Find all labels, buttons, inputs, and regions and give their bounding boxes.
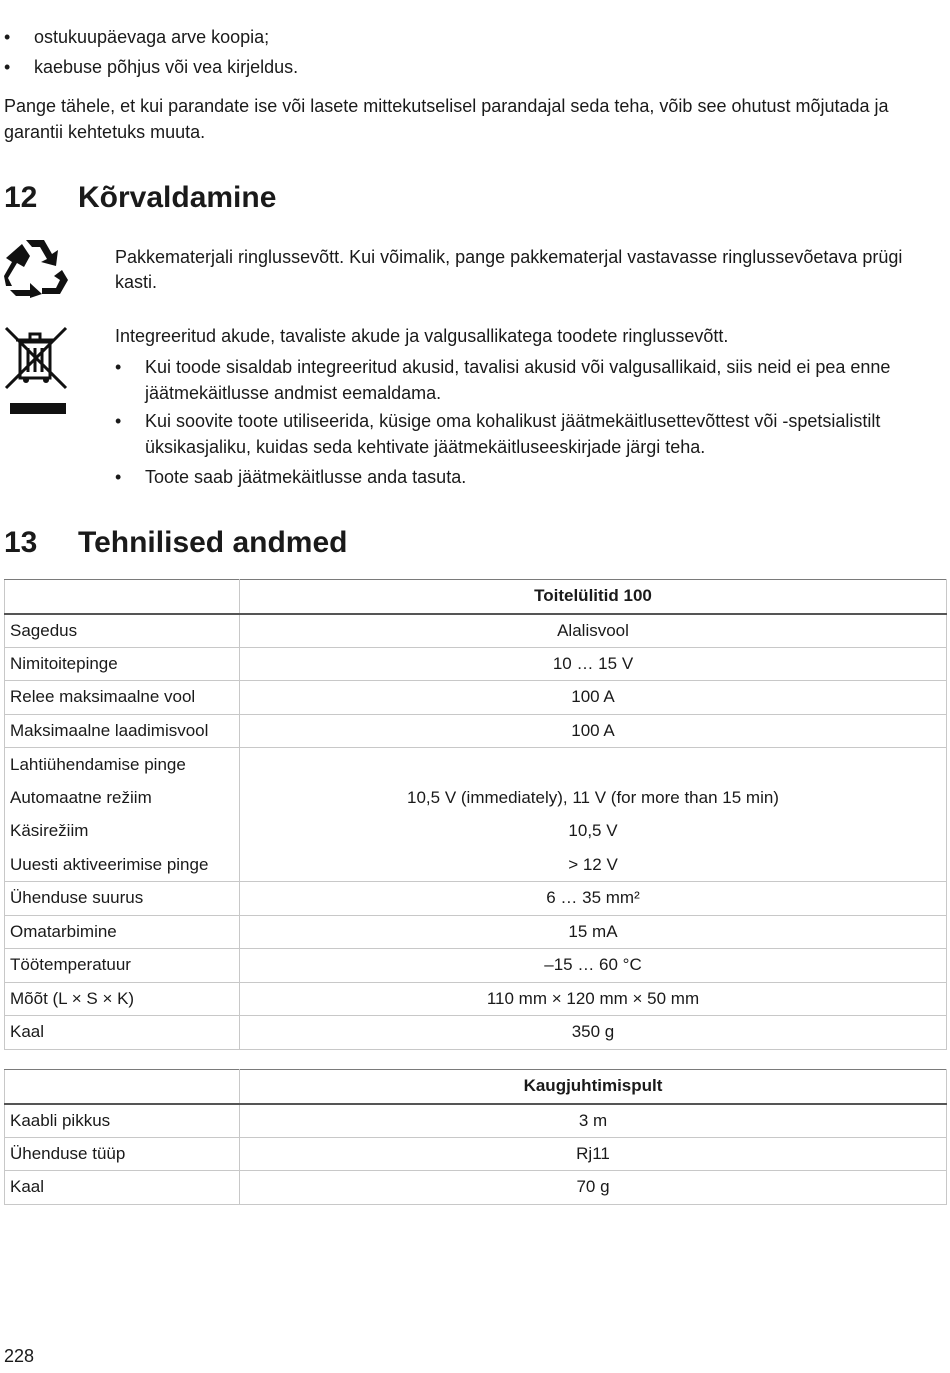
section-title: Kõrvaldamine [78,181,277,214]
crossed-bin-icon [4,326,68,416]
table-row: Omatarbimine 15 mA [5,915,947,949]
table-row: Relee maksimaalne vool 100 A [5,681,947,715]
table-row: Kaal 70 g [5,1171,947,1205]
table-row: Töötemperatuur –15 … 60 °C [5,949,947,983]
weee-bullet-text: Kui toode sisaldab integreeritud akusid, tavalisi akusid või valgusallikaid, siis neid ei pea enne jäätmekäitlusse andmist eemaldama. [145,357,891,403]
intro-bullet-text: ostukuupäevaga arve koopia; [34,27,270,47]
section-number: 12 [4,181,38,214]
table-row: Sagedus Alalisvool [5,614,947,648]
weee-bullet-text: Kui soovite toote utiliseerida, küsige oma kohalikust jäätmekäitlusettevõttest või -spetsialistilt üksikasjaliku, kuidas seda kehtivate jäätmekäitluseeskirjade järgi teha. [145,411,881,457]
table-header: Kaugjuhtimispult [240,1070,947,1104]
weee-intro: Integreeritud akude, tavaliste akude ja valgusallikatega toodete ringlussevõtt. [115,326,729,346]
recycle-icon [4,236,68,298]
table-header: Toitelülitid 100 [240,580,947,614]
table-row: Ühenduse suurus 6 … 35 mm² [5,882,947,916]
table-header-row [5,1070,947,1104]
table-row: Nimitoitepinge 10 … 15 V [5,647,947,681]
table-row: Kaal 350 g [5,1016,947,1050]
table-row: Käsirežiim 10,5 V [5,815,947,849]
intro-bullet-text: kaebuse põhjus või vea kirjeldus. [34,57,299,77]
warranty-note: Pange tähele, et kui parandate ise või lasete mittekutselisel parandajal seda teha, võib see ohutust mõjutada ja garantii kehtetuks muuta. [4,96,889,142]
recycle-text: Pakkematerjali ringlussevõtt. Kui võimalik, pange pakkematerjal vastavasse ringlussevõetava prügi kasti. [115,247,903,292]
table-row: Mõõt (L × S × K) 110 mm × 120 mm × 50 mm [5,982,947,1016]
table-row: Maksimaalne laadimisvool 100 A [5,714,947,748]
table-row: Kaabli pikkus 3 m [5,1104,947,1138]
table-row: Automaatne režiim 10,5 V (immediately), 11 V (for more than 15 min) [5,781,947,815]
table-row: Uuesti aktiveerimise pinge > 12 V [5,848,947,882]
section-number: 13 [4,526,38,559]
spec-table-remote-control [4,1069,947,1205]
table-row: Lahtiühendamise pinge [5,748,947,782]
section-title: Tehnilised andmed [78,526,348,559]
weee-bullet-text: Toote saab jäätmekäitlusse anda tasuta. [145,467,467,487]
table-row: Ühenduse tüüp Rj11 [5,1137,947,1171]
page-number: 228 [4,1346,35,1366]
table-header-row [5,580,947,614]
spec-table-power-switch [4,579,947,1050]
